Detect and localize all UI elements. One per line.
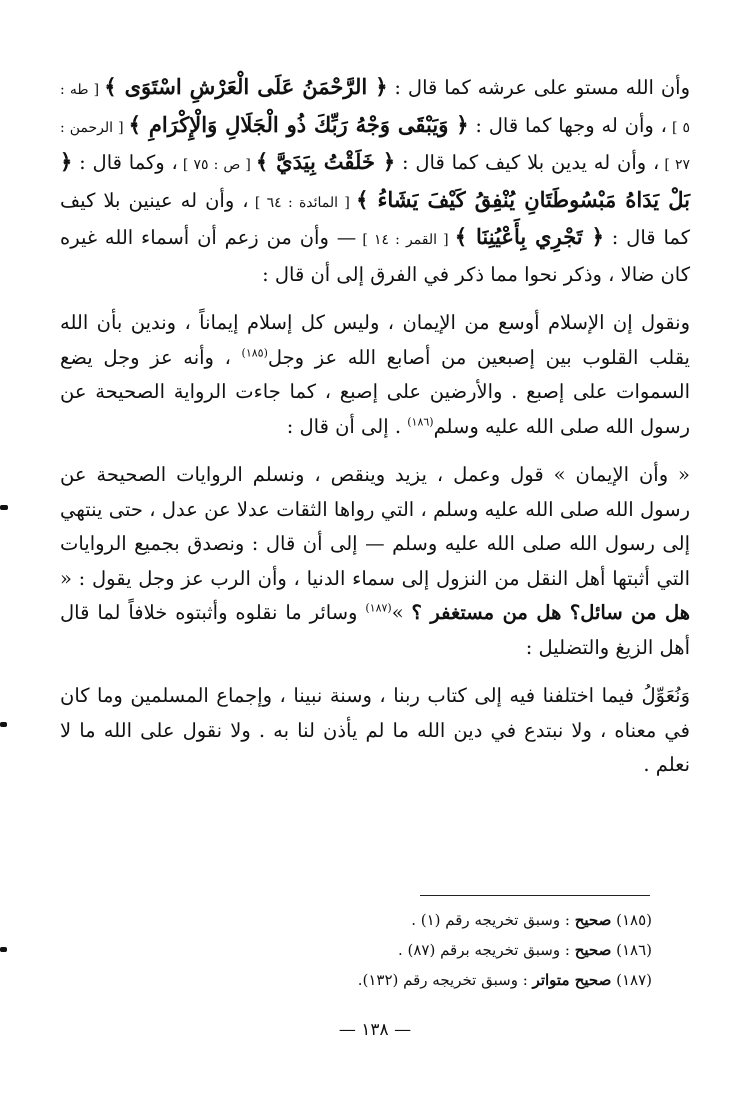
verse-citation: [ الرحمن : ٢٧ ] (60, 119, 690, 173)
footnote-ref: (١٨٥) (241, 346, 268, 359)
body-text: وأن الله مستو على عرشه كما قال : (387, 76, 690, 99)
quran-verse: ﴿ وَيَبْقَى وَجْهُ رَبِّكَ ذُو الْجَلَالِ وَالْإِكْرَامِ ﴾ (128, 111, 469, 137)
footnote-grade: صحيح (574, 911, 612, 929)
footnote-187 (100, 965, 652, 995)
main-text (60, 70, 690, 793)
body-text: ، وأن له يدين بلا كيف كما قال : (395, 151, 660, 174)
body-text: — وأن من زعم أن أسماء الله غيره كان ضالا ، وذكر نحوا مما ذكر في الفرق إلى أن قال : (60, 226, 690, 286)
quran-verse: ﴿ خَلَقْتُ بِيَدَيَّ ﴾ (255, 149, 396, 174)
verse-citation: [ المائدة : ٦٤ ] (248, 194, 357, 211)
body-text: ، وأن له عينين بلا كيف كما قال : (60, 188, 690, 249)
margin-mark (0, 947, 7, 952)
footnote-186 (100, 935, 652, 965)
body-text: وَنُعَوِّلُ فيما اختلفنا فيه إلى كتاب ربنا ، وسنة نبينا ، وإجماع المسلمين وما كان في معناه ، ولا نبتدع في دين الله ما لم يأذن لنا به . ولا نقول على الله ما لا نعلم . (60, 684, 690, 776)
paragraph-islam-iman (60, 306, 690, 444)
quran-verse: ﴿ بَلْ يَدَاهُ مَبْسُوطَتَانِ يُنْفِقُ كَيْفَ يَشَاءُ ﴾ (60, 149, 690, 212)
paragraph-iman-definition (60, 458, 690, 665)
footnote-number: (١٨٧) (616, 971, 652, 989)
footnote-number: (١٨٦) (616, 941, 652, 959)
footnote-ref: (١٨٦) (407, 415, 434, 428)
body-text: ، وكما قال : (72, 151, 178, 174)
footnote-ref: (١٨٧) (365, 601, 392, 615)
body-text: « وأن الإيمان » قول وعمل ، يزيد وينقص ، ونسلم الروايات الصحيحة عن رسول الله صلى الله عليه وسلم ، التي رواها الثقات عدلا عن عدل ، حتى ينتهي إلى رسول الله صلى الله عليه وسلم — إلى أن قال : ونصدق بجميع الروايات التي أثبتها أهل النقل من النزول إلى سماء الدنيا ، وأن الرب عز وجل يقول : « (60, 463, 690, 590)
quran-verse: ﴿ الرَّحْمَنُ عَلَى الْعَرْشِ اسْتَوَى ﴾ (104, 74, 388, 99)
body-text: وسائر ما نقلوه وأثبتوه خلافاً لما قال أهل الزيغ والتضليل : (60, 601, 690, 659)
body-text: . إلى أن قال : (286, 414, 408, 438)
footnote-number: (١٨٥) (616, 911, 652, 929)
footnotes (100, 905, 652, 995)
body-text: ، وأن له وجها كما قال : (468, 113, 667, 137)
verse-citation: [ القمر : ١٤ ] (356, 232, 455, 248)
paragraph-attributes (60, 70, 690, 292)
footnote-text: : وسبق تخريجه رقم (١) . (411, 911, 575, 929)
quran-verse: ﴿ تَجْرِي بِأَعْيُنِنَا ﴾ (454, 224, 604, 249)
body-text: » (391, 601, 412, 624)
footnote-grade: صحيح (574, 941, 612, 959)
footnote-grade: صحيح متواتر (532, 971, 612, 989)
footnote-text: : وسبق تخريجه رقم (١٣٢). (357, 971, 533, 989)
verse-citation: [ طه : ٥ ] (60, 82, 690, 136)
verse-citation: [ ص : ٧٥ ] (177, 157, 256, 173)
body-text: ونقول إن الإسلام أوسع من الإيمان ، وليس كل إسلام إيماناً ، وندين بأن الله يقلب القلوب بين إصبعين من أصابع الله عز وجل (60, 311, 690, 369)
paragraph-reliance (60, 679, 690, 783)
body-text: ، وأنه عز وجل يضع السموات على إصبع . والأرضين على إصبع ، كما جاءت الرواية الصحيحة عن رسول الله صلى الله عليه وسلم (60, 345, 690, 438)
page-number: — ١٣٨ — (338, 1020, 412, 1040)
footnote-divider (420, 895, 650, 896)
footnote-text: : وسبق تخريجه برقم (٨٧) . (397, 941, 575, 959)
footnote-185 (100, 905, 652, 935)
margin-mark (0, 505, 8, 510)
margin-mark (0, 722, 7, 727)
hadith-quote: هل من سائل؟ هل من مستغفر ؟ (411, 601, 690, 624)
